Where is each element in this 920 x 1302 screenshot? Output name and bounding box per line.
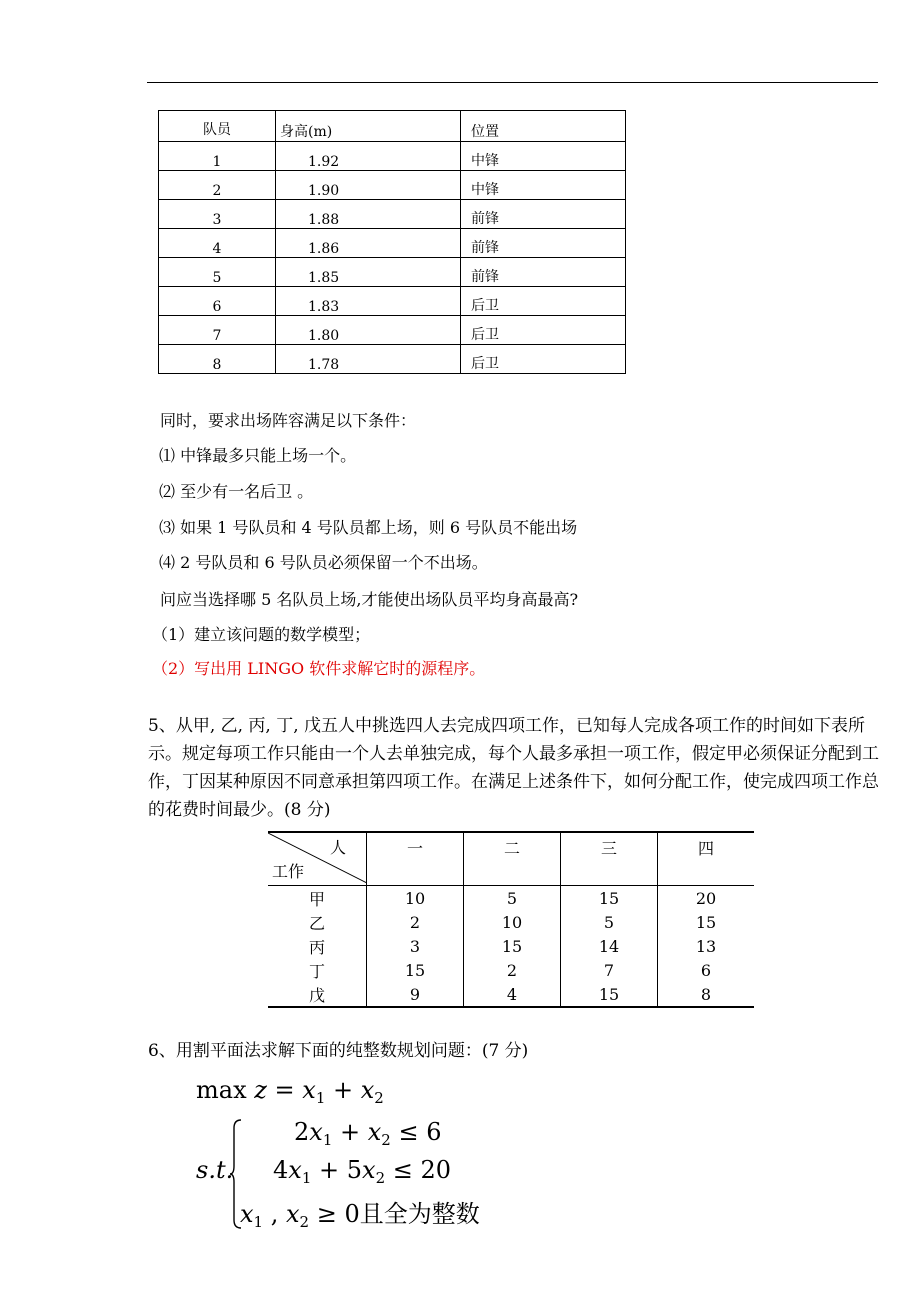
cell-value: 4	[464, 982, 561, 1007]
player-position: 后卫	[461, 345, 626, 374]
cell-value: 14	[561, 934, 658, 958]
cell-value: 5	[464, 886, 561, 911]
question-6-text: 6、用割平面法求解下面的纯整数规划问题：(7 分)	[148, 1041, 529, 1061]
cell-value: 9	[367, 982, 464, 1007]
player-height: 1.86	[308, 241, 340, 257]
corner-person-label: 人	[329, 838, 346, 857]
player-position: 后卫	[461, 287, 626, 316]
cell-value: 15	[561, 982, 658, 1007]
row-label: 丙	[268, 934, 367, 958]
column-header: 四	[658, 832, 755, 886]
cell-value: 5	[561, 910, 658, 934]
table-row	[159, 171, 626, 200]
table-row	[159, 200, 626, 229]
st-label	[196, 1156, 233, 1184]
player-position: 前锋	[461, 229, 626, 258]
player-height: 1.78	[308, 357, 340, 373]
constraint-3: $x_1$ , $x_2 \ge 0$且全为整数	[240, 1200, 480, 1231]
player-position: 前锋	[461, 200, 626, 229]
cell-value: 15	[695, 912, 717, 932]
player-position: 后卫	[461, 316, 626, 345]
header-position: 位置	[461, 111, 626, 142]
cell-value: 15	[464, 934, 561, 958]
table-row	[268, 910, 754, 934]
integer-note: 且全为整数	[359, 1200, 480, 1228]
brace-icon	[229, 1118, 243, 1230]
table-row	[268, 958, 754, 982]
column-header: 二	[464, 832, 561, 886]
player-position: 中锋	[461, 142, 626, 171]
player-position: 前锋	[461, 258, 626, 287]
table-row	[159, 287, 626, 316]
condition-2: ⑵ 至少有一名后卫 。	[159, 482, 314, 501]
column-header: 三	[561, 832, 658, 886]
max-label: max	[196, 1076, 247, 1104]
constraint-1: $2x_1 + x_2 \le 6$	[294, 1118, 442, 1149]
selection-question: 问应当选择哪 5 名队员上场,才能使出场队员平均身高最高?	[160, 590, 579, 609]
players-table-header	[159, 111, 626, 142]
table-row	[159, 258, 626, 287]
assignment-table	[268, 831, 754, 1008]
player-number: 1	[159, 142, 276, 171]
question-5-text: 5、从甲, 乙, 丙, 丁, 戊五人中挑选四人去完成四项工作，已知每人完成各项工作的时间如下表所示。规定每项工作只能由一个人去单独完成，每个人最多承担一项工作，假定甲必须保证分配到工作，丁因某种原因不同意承担第四项工作。在满足上述条件下，如何分配工作，使完成四项工作总的花费时间最少。(8 分)	[148, 716, 879, 820]
player-height: 1.85	[308, 270, 340, 286]
cell-value: 13	[695, 936, 717, 956]
player-number: 3	[159, 200, 276, 229]
row-label: 乙	[268, 910, 367, 934]
player-height: 1.80	[308, 328, 340, 344]
table-row	[159, 229, 626, 258]
task-1: （1）建立该问题的数学模型；	[152, 625, 371, 644]
corner-cell	[268, 832, 367, 886]
table-row	[268, 886, 754, 911]
condition-4: ⑷ 2 号队员和 6 号队员必须保留一个不出场。	[159, 553, 488, 572]
header-height: 身高(m)	[276, 111, 461, 142]
player-height: 1.90	[308, 183, 340, 199]
player-position: 中锋	[461, 171, 626, 200]
player-number: 6	[159, 287, 276, 316]
player-number: 7	[159, 316, 276, 345]
table-row	[159, 316, 626, 345]
task-2: （2）写出用 LINGO 软件求解它时的源程序。	[152, 659, 486, 678]
constraint-2: $4x_1 + 5x_2 \le 20$	[273, 1156, 452, 1187]
cell-value: 2	[367, 910, 464, 934]
table-row	[159, 345, 626, 374]
cell-value: 15	[561, 886, 658, 911]
cell-value: 6	[700, 960, 712, 980]
cell-value: 8	[658, 982, 755, 1007]
row-label: 戊	[268, 982, 367, 1007]
cell-value: 15	[367, 958, 464, 982]
corner-job-label: 工作	[272, 862, 305, 881]
row-label: 丁	[268, 958, 367, 982]
header-rule	[147, 82, 878, 83]
condition-3: ⑶ 如果 1 号队员和 4 号队员都上场，则 6 号队员不能出场	[159, 518, 578, 537]
player-number: 8	[159, 345, 276, 374]
cell-value: 20	[695, 888, 717, 908]
player-number: 5	[159, 258, 276, 287]
player-height: 1.92	[308, 154, 340, 170]
player-height: 1.88	[308, 212, 340, 228]
player-number: 4	[159, 229, 276, 258]
conditions-intro: 同时，要求出场阵容满足以下条件：	[160, 411, 417, 430]
column-header: 一	[367, 832, 464, 886]
st-text: s.t.	[196, 1156, 234, 1184]
condition-1: ⑴ 中锋最多只能上场一个。	[159, 446, 357, 465]
table-row	[268, 982, 754, 1007]
assignment-table-header	[268, 832, 754, 886]
cell-value: 7	[561, 958, 658, 982]
players-table	[158, 110, 626, 374]
table-row	[268, 934, 754, 958]
cell-value: 2	[464, 958, 561, 982]
table-row	[159, 142, 626, 171]
cell-value: 10	[367, 886, 464, 911]
cell-value: 10	[464, 910, 561, 934]
header-player: 队员	[159, 111, 276, 142]
cell-value: 3	[367, 934, 464, 958]
row-label: 甲	[268, 886, 367, 911]
player-height: 1.83	[308, 299, 340, 315]
player-number: 2	[159, 171, 276, 200]
objective-function: $\max z = x_1 + x_2$	[196, 1076, 384, 1107]
